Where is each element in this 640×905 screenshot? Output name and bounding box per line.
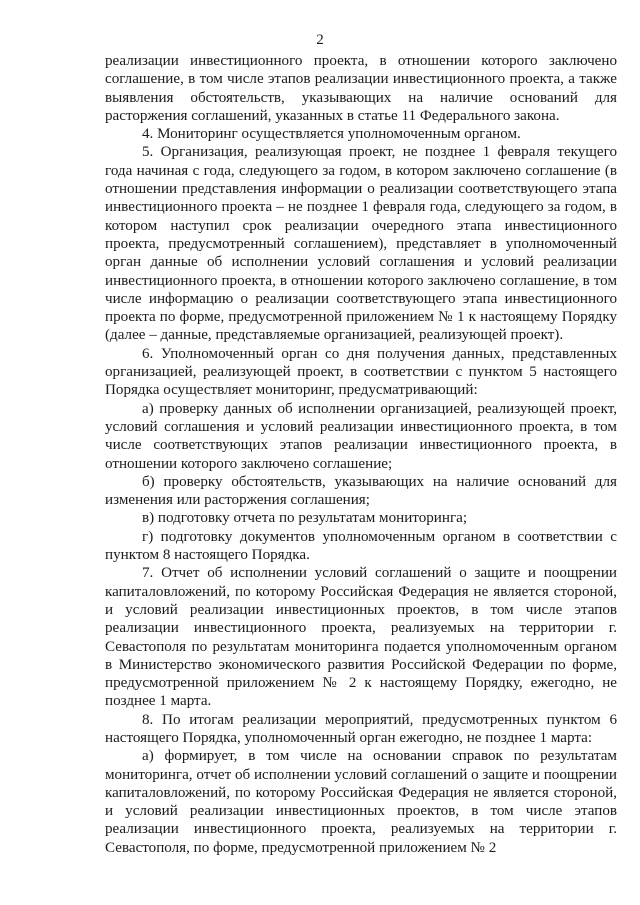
page-number: 2 <box>316 32 324 48</box>
subitem-6b: б) проверку обстоятельств, указывающих на наличие оснований для изменения или расторжения соглашения; <box>105 473 617 509</box>
subitem-6v: в) подготовку отчета по результатам мониторинга; <box>142 510 468 527</box>
paragraph-item-4: 4. Мониторинг осуществляется уполномоченным органом. <box>142 126 521 143</box>
paragraph-continuation: реализации инвестиционного проекта, в отношении которого заключено соглашение, в том числе этапов реализации инвестиционного проекта, а также выявления обстоятельств, указывающих на наличие оснований для расторжения соглашений, указанных в статье 11 Федерального закона. <box>105 53 617 124</box>
paragraph-item-6: 6. Уполномоченный орган со дня получения данных, представленных организацией, реализующей проект, в соответствии с пунктом 5 настоящего Порядка осуществляет мониторинг, предусматривающий: <box>105 345 617 399</box>
document-body <box>105 52 617 857</box>
subitem-6g: г) подготовку документов уполномоченным органом в соответствии с пунктом 8 настоящего Порядка. <box>105 528 617 564</box>
paragraph-item-5: 5. Организация, реализующая проект, не позднее 1 февраля текущего года начиная с года, следующего за годом, в котором заключено соглашение (в отношении представления информации о реализации соответствующего этапа инвестиционного проекта – не позднее 1 февраля года, следующего за годом, в котором наступил срок реализации очередного этапа инвестиционного проекта, предусмотренный соглашением), представляет в уполномоченный орган данные об исполнении условий соглашения и условий реализации инвестиционного проекта, в отношении которого заключено соглашение, в том числе информацию о реализации соответствующего этапа инвестиционного проекта по форме, предусмотренной приложением № 1 к настоящему Порядку (далее – данные, представляемые организацией, реализующей проект). <box>105 144 617 344</box>
subitem-6a: а) проверку данных об исполнении организацией, реализующей проект, условий соглашения и условий реализации инвестиционного проекта, в том числе соответствующих этапов реализации инвестиционного проекта, в отношении которого заключено соглашение; <box>105 400 617 472</box>
paragraph-item-8: 8. По итогам реализации мероприятий, предусмотренных пунктом 6 настоящего Порядка, уполномоченный орган ежегодно, не позднее 1 марта: <box>105 711 617 746</box>
subitem-8a: а) формирует, в том числе на основании справок по результатам мониторинга, отчет об исполнении условий соглашений о защите и поощрении капиталовложений, по которому Российская Федерация не является стороной, и условий реализации инвестиционных проектов, в том числе этапов реализации инвестиционного проекта, реализуемых на территории г. Севастополя, по форме, предусмотренной приложением № 2 <box>105 748 617 856</box>
paragraph-item-7: 7. Отчет об исполнении условий соглашений о защите и поощрении капиталовложений, по которому Российская Федерация не является стороной, и условий реализации инвестиционных проектов, в том числе этапов реализации инвестиционного проекта, реализуемых на территории г. Севастополя по результатам мониторинга подается уполномоченным органом в Министерство экономического развития Российской Федерации по форме, предусмотренной приложением № 2 к настоящему Порядку, ежегодно, не позднее 1 марта. <box>105 565 617 710</box>
